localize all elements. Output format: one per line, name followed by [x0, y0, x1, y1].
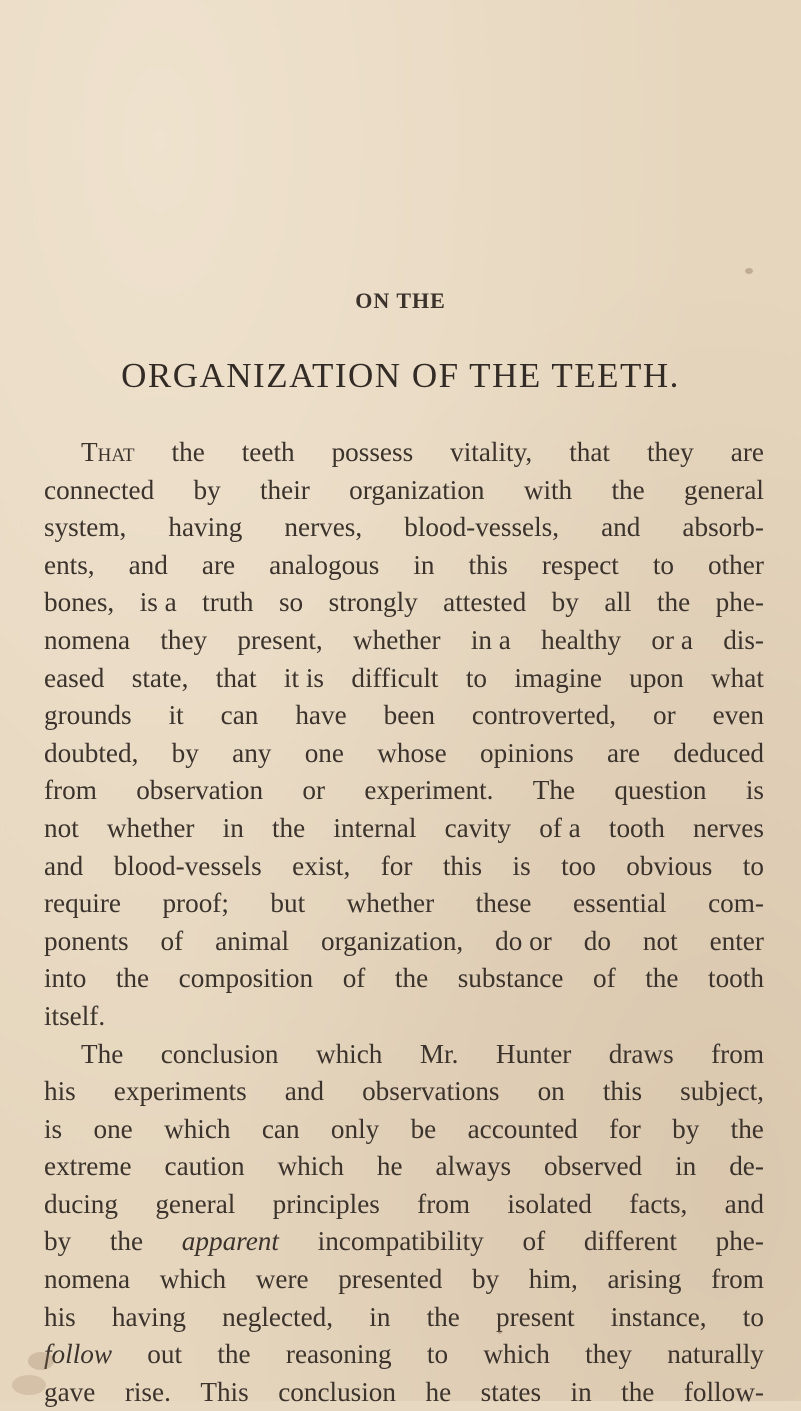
text-line — [44, 848, 764, 886]
word: him, — [528, 1264, 578, 1295]
word: blood-vessels — [113, 850, 262, 881]
word: by — [551, 587, 579, 618]
word: incompatibility — [317, 1226, 484, 1257]
word: grounds — [44, 700, 132, 731]
word: respect — [541, 549, 619, 580]
word: enter — [709, 925, 764, 956]
text-line — [44, 697, 764, 735]
word: is — [745, 775, 764, 806]
word: attested — [443, 587, 527, 618]
word: have — [295, 700, 347, 731]
word: animal — [215, 925, 290, 956]
word: the — [272, 812, 306, 843]
word: in — [413, 549, 435, 580]
word: strongly — [328, 587, 418, 618]
word: are — [201, 549, 236, 580]
word: having — [168, 512, 243, 543]
word: so — [278, 587, 304, 618]
word: which — [159, 1264, 227, 1295]
word: one — [304, 737, 344, 768]
word: on — [537, 1076, 565, 1107]
word: by — [471, 1264, 500, 1295]
word: not — [642, 925, 678, 956]
word: experiments — [113, 1076, 247, 1107]
text-line — [44, 735, 764, 773]
word: essential — [572, 888, 667, 919]
word: by — [44, 1226, 72, 1257]
word: the — [621, 1376, 655, 1407]
word: the — [611, 474, 645, 505]
word: they — [160, 624, 208, 655]
word: the — [656, 587, 691, 618]
word: present, — [237, 624, 323, 655]
word: the — [115, 963, 150, 994]
word: he — [425, 1376, 452, 1407]
text-line — [44, 1299, 764, 1337]
word: or — [302, 775, 326, 806]
word: of a — [539, 812, 581, 843]
word: truth — [202, 587, 254, 618]
word: general — [155, 1188, 236, 1219]
word: too — [561, 850, 596, 881]
text-line — [44, 1073, 764, 1111]
text-line — [44, 1374, 764, 1411]
word: tooth — [608, 812, 665, 843]
word: for — [380, 850, 413, 881]
word: of — [160, 925, 184, 956]
text-line — [44, 1148, 764, 1186]
word: states — [480, 1376, 542, 1407]
word: to — [426, 1339, 449, 1370]
text-line — [44, 1261, 764, 1299]
text-line — [44, 472, 764, 510]
word: organization, — [321, 925, 464, 956]
word: is — [44, 1113, 63, 1144]
word: obvious — [626, 850, 713, 881]
word: for — [609, 1113, 641, 1144]
paper-speck — [498, 1330, 502, 1334]
chapter-title: ORGANIZATION OF THE TEETH. — [121, 356, 680, 395]
word: conclusion — [160, 1038, 279, 1069]
word: conclusion — [278, 1376, 396, 1407]
word: nomena — [44, 1264, 131, 1295]
word: all — [604, 587, 632, 618]
word: they — [646, 437, 694, 467]
text-line — [44, 509, 764, 547]
text-line — [44, 584, 764, 622]
text-line — [44, 1111, 764, 1149]
text-line — [44, 960, 764, 998]
word: difficult — [351, 662, 439, 693]
word: state, — [131, 662, 189, 693]
word: This — [200, 1376, 249, 1407]
word: been — [383, 700, 435, 731]
word: to — [742, 850, 764, 881]
word: can — [261, 1113, 300, 1144]
word: observed — [543, 1151, 643, 1182]
word: question — [614, 775, 707, 806]
word: the — [217, 1339, 251, 1370]
word: nerves, — [284, 512, 363, 543]
word: and — [284, 1076, 324, 1107]
word: any — [232, 737, 272, 768]
word: draws — [608, 1038, 674, 1069]
word: do — [583, 925, 611, 956]
word: from — [711, 1264, 764, 1295]
word: nomena — [44, 624, 131, 655]
word: to — [465, 662, 487, 693]
word: always — [435, 1151, 512, 1182]
word: teeth — [241, 437, 295, 467]
word: eased — [44, 662, 105, 693]
word: subject, — [680, 1076, 764, 1107]
word: nerves — [692, 812, 764, 843]
word: in — [675, 1151, 697, 1182]
word: neglected, — [222, 1301, 334, 1332]
text-line — [44, 1036, 764, 1074]
word: this — [468, 549, 508, 580]
text-line — [44, 1186, 764, 1224]
word: caution — [164, 1151, 245, 1182]
word: itself. — [44, 1000, 106, 1031]
word: healthy — [541, 624, 622, 655]
word: of — [593, 963, 616, 994]
word: and — [601, 512, 641, 543]
word: phe- — [715, 587, 764, 618]
word: organization — [349, 474, 485, 505]
word: the — [109, 1226, 144, 1257]
text-line — [44, 923, 764, 961]
paper-speck — [12, 1375, 46, 1395]
word: upon — [629, 662, 684, 693]
body-text — [44, 434, 764, 1411]
text-line — [44, 434, 764, 472]
word: this — [602, 1076, 643, 1107]
word: Hunter — [495, 1038, 572, 1069]
word: his — [44, 1301, 76, 1332]
word: The — [532, 775, 576, 806]
word: and — [724, 1188, 764, 1219]
text-line — [44, 1336, 764, 1374]
word: not — [44, 812, 79, 843]
text-line — [44, 622, 764, 660]
word: ducing — [44, 1188, 118, 1219]
word: in — [222, 812, 244, 843]
word: the — [645, 963, 679, 994]
word: proof; — [162, 888, 229, 919]
word: ents, — [44, 549, 95, 580]
text-line — [44, 547, 764, 585]
word: be — [410, 1113, 437, 1144]
text-line — [44, 810, 764, 848]
word: bones, — [44, 587, 115, 618]
word: principles — [272, 1188, 380, 1219]
word: that — [569, 437, 610, 467]
word: gave — [44, 1376, 96, 1407]
word: having — [111, 1301, 186, 1332]
word: facts, — [629, 1188, 688, 1219]
word: from — [417, 1188, 471, 1219]
word: internal — [333, 812, 417, 843]
word: different — [583, 1226, 677, 1257]
word: whether — [346, 888, 435, 919]
word: which — [164, 1113, 231, 1144]
text-line — [44, 885, 764, 923]
word: in a — [470, 624, 511, 655]
word: or a — [651, 624, 693, 655]
word: in — [570, 1376, 592, 1407]
word: Mr. — [419, 1038, 459, 1069]
word: which — [315, 1038, 383, 1069]
word: out — [147, 1339, 183, 1370]
word: follow — [44, 1339, 112, 1370]
word: by — [171, 737, 199, 768]
word: rise. — [124, 1376, 171, 1407]
word: from — [44, 775, 97, 806]
word: connected — [44, 474, 155, 505]
word: they — [585, 1339, 632, 1370]
word: The — [81, 1038, 124, 1069]
word: from — [711, 1038, 764, 1069]
word: the — [730, 1113, 764, 1144]
word: what — [711, 662, 764, 693]
word: were — [255, 1264, 309, 1295]
word: can — [220, 700, 259, 731]
word: are — [606, 737, 641, 768]
word: com- — [708, 888, 764, 919]
paper-speck — [28, 1352, 54, 1370]
word: and — [128, 549, 168, 580]
word: require — [44, 888, 121, 919]
word: by — [193, 474, 221, 505]
word: cavity — [444, 812, 512, 843]
word: observations — [362, 1076, 500, 1107]
word: into — [44, 963, 87, 994]
word: isolated — [507, 1188, 592, 1219]
section-kicker: ON THE — [355, 288, 446, 313]
word: experiment. — [364, 775, 494, 806]
word: is a — [139, 587, 177, 618]
word: whether — [106, 812, 195, 843]
word: substance — [457, 963, 564, 994]
word: controverted, — [471, 700, 617, 731]
word: composition — [178, 963, 314, 994]
word: only — [330, 1113, 380, 1144]
word: general — [683, 474, 764, 505]
word: blood-vessels, — [404, 512, 560, 543]
word: in — [369, 1301, 391, 1332]
word: observation — [136, 775, 264, 806]
word: but — [270, 888, 306, 919]
text-line — [44, 660, 764, 698]
word: instance, — [610, 1301, 707, 1332]
word: apparent — [181, 1226, 279, 1257]
word: imagine — [514, 662, 602, 693]
word: of — [522, 1226, 546, 1257]
word: system, — [44, 512, 127, 543]
text-line — [44, 1223, 764, 1261]
word: or — [653, 700, 676, 731]
word: extreme — [44, 1151, 132, 1182]
word: which — [277, 1151, 344, 1182]
word: absorb- — [682, 512, 764, 543]
word: other — [708, 549, 764, 580]
text-line — [44, 772, 764, 810]
word: the — [171, 437, 205, 467]
word: and — [44, 850, 84, 881]
word: follow- — [683, 1376, 764, 1407]
word: whether — [353, 624, 441, 655]
word: accounted — [467, 1113, 578, 1144]
word: do or — [495, 925, 552, 956]
paper-speck — [745, 268, 753, 274]
word: by — [672, 1113, 700, 1144]
word: is — [512, 850, 531, 881]
word: dis- — [723, 624, 764, 655]
word: the — [426, 1301, 460, 1332]
word: vitality, — [450, 437, 533, 467]
word: arising — [607, 1264, 682, 1295]
word: opinions — [480, 737, 574, 768]
word: with — [523, 474, 573, 505]
word: naturally — [667, 1339, 764, 1370]
word: one — [93, 1113, 133, 1144]
word: their — [259, 474, 310, 505]
word: reasoning — [285, 1339, 392, 1370]
word: that — [215, 662, 257, 693]
word: to — [742, 1301, 764, 1332]
word: these — [475, 888, 532, 919]
word: the — [394, 963, 429, 994]
word: it — [168, 700, 184, 731]
word: even — [712, 700, 764, 731]
word: That — [81, 437, 135, 467]
word: tooth — [708, 963, 764, 994]
word: analogous — [269, 549, 380, 580]
word: phe- — [715, 1226, 764, 1257]
word: to — [652, 549, 674, 580]
word: this — [442, 850, 483, 881]
word: present — [496, 1301, 575, 1332]
word: exist, — [292, 850, 351, 881]
word: possess — [331, 437, 414, 467]
word: of — [342, 963, 366, 994]
word: which — [483, 1339, 550, 1370]
word: are — [730, 437, 764, 467]
text-line — [44, 998, 764, 1036]
word: doubted, — [44, 737, 139, 768]
word: he — [376, 1151, 403, 1182]
word: ponents — [44, 925, 129, 956]
word: his — [44, 1076, 76, 1107]
word: de- — [729, 1151, 764, 1182]
word: deduced — [673, 737, 764, 768]
word: whose — [377, 737, 447, 768]
word: presented — [338, 1264, 443, 1295]
word: it is — [283, 662, 324, 693]
